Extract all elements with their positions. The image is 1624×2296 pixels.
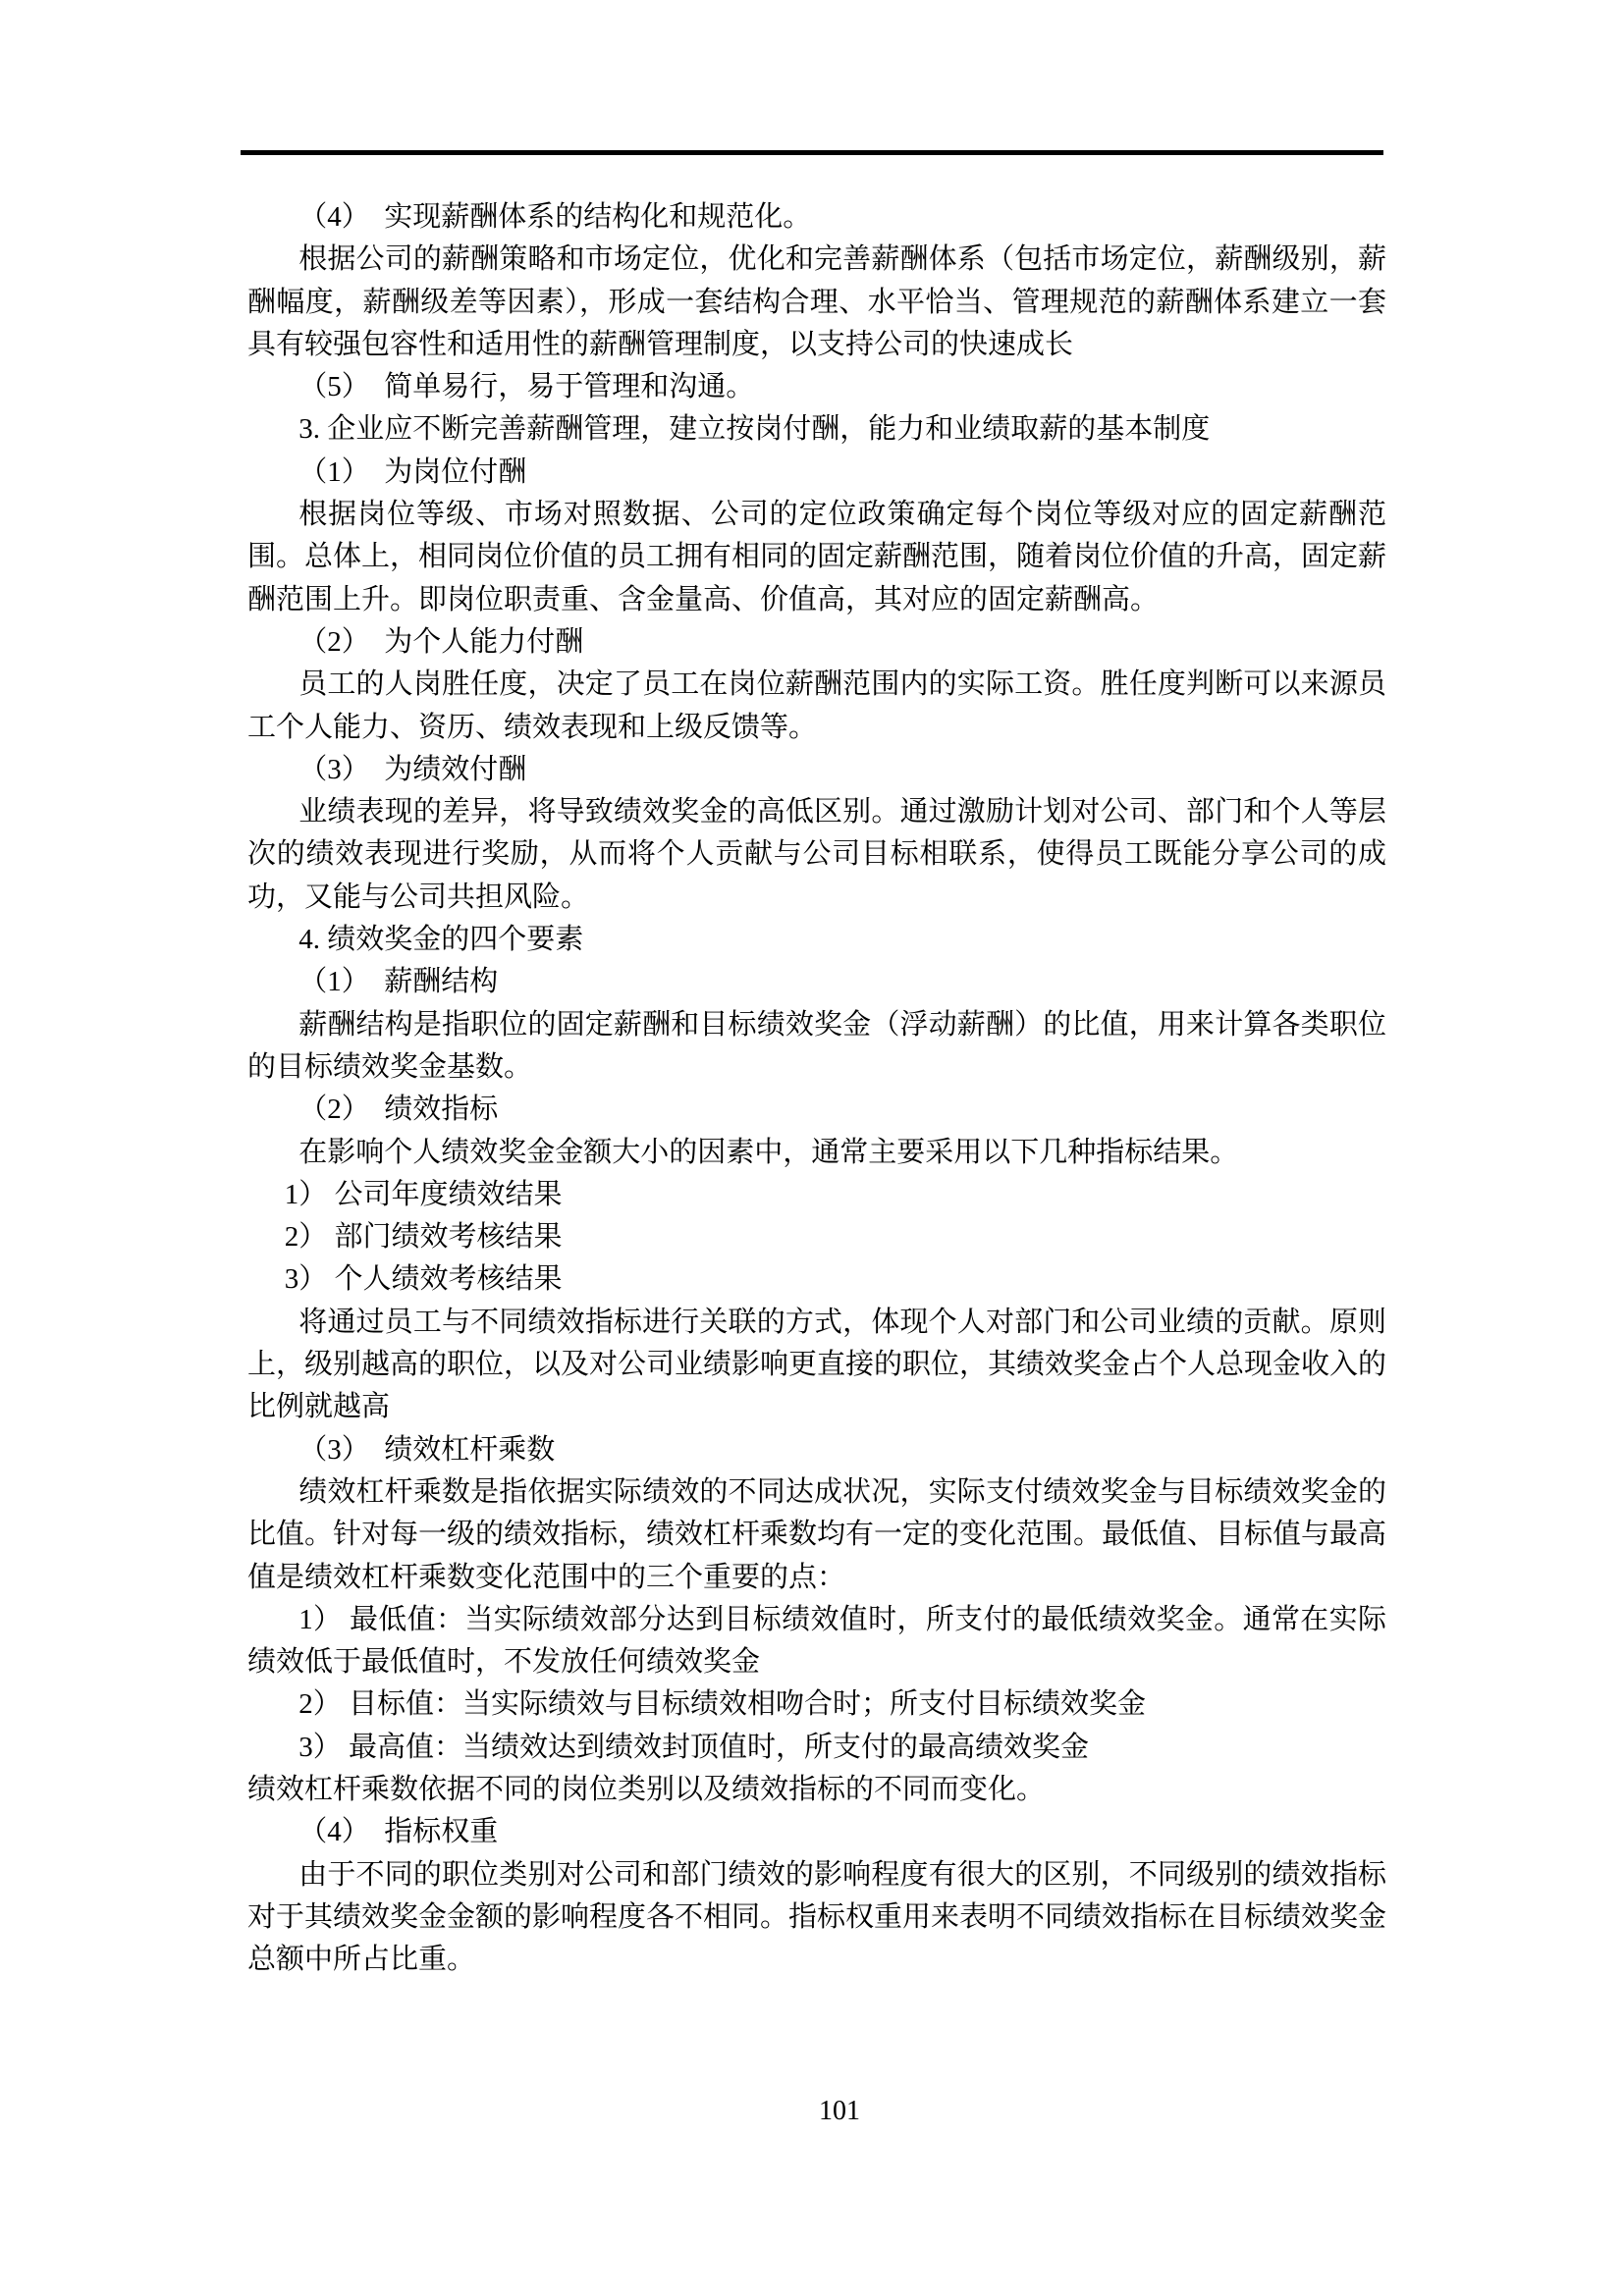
paragraph: （4） 实现薪酬体系的结构化和规范化。: [298, 201, 812, 233]
paragraph: 员工的人岗胜任度，决定了员工在岗位薪酬范围内的实际工资。胜任度判断可以来源员工个人能力、资历、绩效表现和上级反馈等。: [247, 668, 1386, 743]
paragraph: 4. 绩效奖金的四个要素: [298, 924, 584, 956]
paragraph: （4） 指标权重: [298, 1816, 499, 1848]
paragraph: （3） 绩效杠杆乘数: [298, 1433, 556, 1466]
paragraph: 3） 最高值：当绩效达到绩效封顶值时，所支付的最高绩效奖金: [298, 1731, 1089, 1763]
document-body: [247, 196, 1386, 1981]
paragraph: 绩效杠杆乘数依据不同的岗位类别以及绩效指标的不同而变化。: [247, 1773, 1046, 1805]
page-number: 101: [819, 2096, 860, 2126]
paragraph: 业绩表现的差异，将导致绩效奖金的高低区别。通过激励计划对公司、部门和个人等层次的绩效表现进行奖励，从而将个人贡献与公司目标相联系，使得员工既能分享公司的成功，又能与公司共担风险。: [247, 796, 1386, 913]
paragraph: （2） 绩效指标: [298, 1094, 499, 1126]
paragraph: 1） 公司年度绩效结果: [284, 1178, 563, 1210]
paragraph: 1） 最低值：当实际绩效部分达到目标绩效值时，所支付的最低绩效奖金。通常在实际绩效低于最低值时，不发放任何绩效奖金: [247, 1603, 1386, 1679]
paragraph: 根据岗位等级、市场对照数据、公司的定位政策确定每个岗位等级对应的固定薪酬范围。总体上，相同岗位价值的员工拥有相同的固定薪酬范围，随着岗位价值的升高，固定薪酬范围上升。即岗位职责重、含金量高、价值高，其对应的固定薪酬高。: [247, 499, 1387, 615]
paragraph: （3） 为绩效付酬: [298, 753, 527, 785]
paragraph: （1） 薪酬结构: [298, 966, 499, 998]
paragraph: 3. 企业应不断完善薪酬管理，建立按岗付酬，能力和业绩取薪的基本制度: [298, 413, 1211, 446]
paragraph: 绩效杠杆乘数是指依据实际绩效的不同达成状况，实际支付绩效奖金与目标绩效奖金的比值。针对每一级的绩效指标，绩效杠杆乘数均有一定的变化范围。最低值、目标值与最高值是绩效杠杆乘数变化范围中的三个重要的点：: [247, 1475, 1387, 1593]
paragraph: 根据公司的薪酬策略和市场定位，优化和完善薪酬体系（包括市场定位，薪酬级别，薪酬幅度，薪酬级差等因素），形成一套结构合理、水平恰当、管理规范的薪酬体系建立一套具有较强包容性和适用性的薪酬管理制度，以支持公司的快速成长: [247, 243, 1386, 360]
paragraph: （1） 为岗位付酬: [298, 455, 527, 488]
paragraph: 薪酬结构是指职位的固定薪酬和目标绩效奖金（浮动薪酬）的比值，用来计算各类职位的目标绩效奖金基数。: [247, 1008, 1386, 1083]
header-rule: [241, 150, 1383, 155]
paragraph: 由于不同的职位类别对公司和部门绩效的影响程度有很大的区别，不同级别的绩效指标对于其绩效奖金金额的影响程度各不相同。指标权重用来表明不同绩效指标在目标绩效奖金总额中所占比重。: [247, 1858, 1387, 1976]
paragraph: 3） 个人绩效考核结果: [284, 1263, 563, 1296]
paragraph: 2） 目标值：当实际绩效与目标绩效相吻合时；所支付目标绩效奖金: [298, 1688, 1146, 1721]
paragraph: 在影响个人绩效奖金金额大小的因素中，通常主要采用以下几种指标结果。: [298, 1136, 1239, 1168]
paragraph: 2） 部门绩效考核结果: [284, 1221, 563, 1254]
paragraph: 将通过员工与不同绩效指标进行关联的方式，体现个人对部门和公司业绩的贡献。原则上，级别越高的职位，以及对公司业绩影响更直接的职位，其绩效奖金占个人总现金收入的比例就越高: [247, 1306, 1387, 1423]
paragraph: （2） 为个人能力付酬: [298, 625, 584, 658]
paragraph: （5） 简单易行，易于管理和沟通。: [298, 371, 755, 403]
